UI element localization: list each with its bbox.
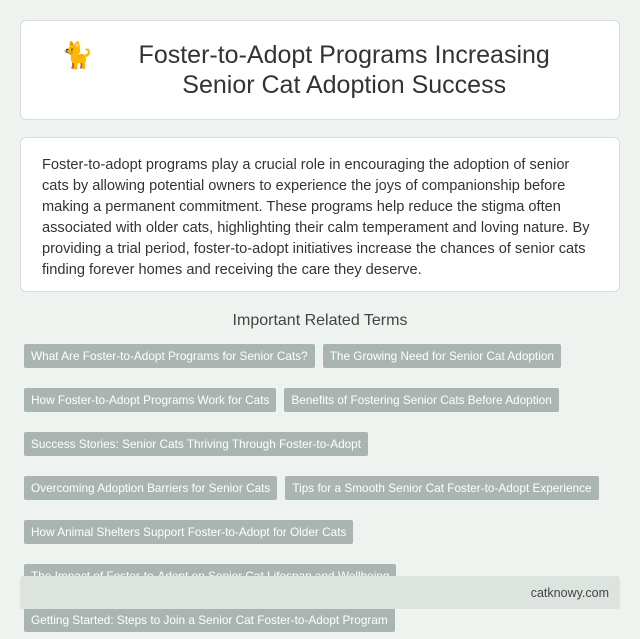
related-term-link[interactable]: How Foster-to-Adopt Programs Work for Cats <box>24 388 276 412</box>
page-title: Foster-to-Adopt Programs Increasing Senior Cat Adoption Success <box>138 41 550 99</box>
title-wrap <box>21 40 619 100</box>
related-term-link[interactable]: What Are Foster-to-Adopt Programs for Senior Cats? <box>24 344 315 368</box>
related-term-link[interactable]: Overcoming Adoption Barriers for Senior Cats <box>24 476 277 500</box>
footer <box>20 576 620 609</box>
cat-icon: 🐈 <box>61 40 94 70</box>
related-term-link[interactable]: How Animal Shelters Support Foster-to-Adopt for Older Cats <box>24 520 353 544</box>
related-term-link[interactable]: The Growing Need for Senior Cat Adoption <box>323 344 561 368</box>
related-term-link[interactable]: Benefits of Fostering Senior Cats Before Adoption <box>284 388 558 412</box>
intro-text: Foster-to-adopt programs play a crucial role in encouraging the adoption of senior cats by allowing potential owners to experience the joys of companionship before making a permanent commitment. These programs help reduce the stigma often associated with older cats, highlighting their calm temperament and loving nature. By providing a trial period, foster-to-adopt initiatives increase the chances of senior cats finding forever homes and receiving the care they deserve. <box>42 157 590 278</box>
related-term-link[interactable]: Success Stories: Senior Cats Thriving Through Foster-to-Adopt <box>24 432 368 456</box>
related-term-link[interactable]: Getting Started: Steps to Join a Senior Cat Foster-to-Adopt Program <box>24 608 395 632</box>
footer-site-link[interactable]: catknowy.com <box>530 585 609 600</box>
related-terms-heading: Important Related Terms <box>232 312 408 329</box>
title-card <box>20 20 620 120</box>
intro-card <box>20 137 620 292</box>
related-term-link[interactable]: Tips for a Smooth Senior Cat Foster-to-Adopt Experience <box>285 476 598 500</box>
